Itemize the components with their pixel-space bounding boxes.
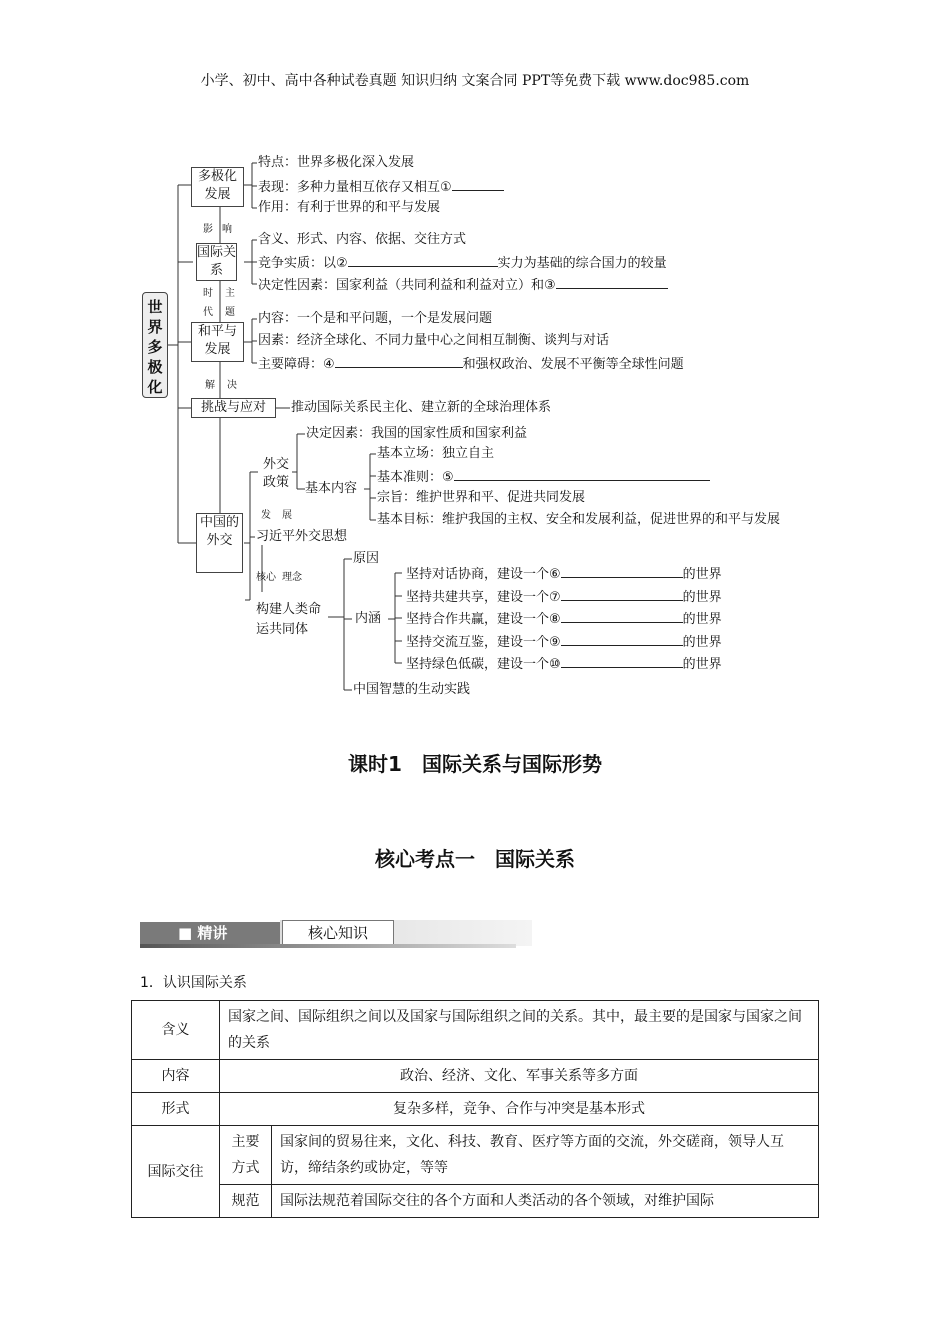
- node-challenge: 挑战与应对: [191, 398, 276, 418]
- basic-principle: 基本准则：⑤: [377, 468, 710, 486]
- banner-left: ■ 精讲: [140, 922, 280, 944]
- node-china-diplomacy: 中国的外交: [196, 513, 243, 573]
- table-cell: 内容: [132, 1060, 220, 1093]
- table-cell: 国家间的贸易往来，文化、科技、教育、医疗等方面的交流，外交磋商，领导人互访，缔结条约或协定，等等: [272, 1126, 819, 1185]
- node-community: 构建人类命运共同体: [256, 602, 322, 637]
- connotation-9: 坚持交流互鉴，建设一个⑨ 的世界: [406, 635, 722, 650]
- intl-essence: 竞争实质：以② 实力为基础的综合国力的较量: [258, 256, 667, 271]
- lesson-title: 课时1 国际关系与国际形势: [348, 752, 602, 776]
- banner-right: 核心知识: [282, 920, 394, 946]
- answer-blank-3[interactable]: [556, 276, 668, 289]
- answer-blank-4[interactable]: [335, 355, 463, 368]
- connotation-6: 坚持对话协商，建设一个⑥ 的世界: [406, 567, 722, 582]
- link-solve-1: 解: [205, 380, 215, 391]
- node-foreign-policy: 外交政策: [262, 457, 289, 490]
- connotation-8: 坚持合作共赢，建设一个⑧ 的世界: [406, 612, 722, 627]
- answer-blank-10[interactable]: [561, 655, 683, 668]
- section-heading: 1．认识国际关系: [140, 975, 247, 991]
- basic-stance: 基本立场：独立自主: [377, 446, 495, 461]
- answer-blank-8[interactable]: [561, 610, 683, 623]
- basic-purpose: 宗旨：维护世界和平、促进共同发展: [377, 490, 586, 505]
- link-core-1: 核心: [256, 572, 276, 583]
- link-theme-2: 代: [203, 307, 213, 318]
- table-cell: 形式: [132, 1093, 220, 1126]
- community-reason: 原因: [353, 551, 380, 566]
- connotation-10: 坚持绿色低碳，建设一个⑩ 的世界: [406, 657, 722, 672]
- link-core-2: 理念: [282, 572, 302, 583]
- basic-goal: 基本目标：维护我国的主权、安全和发展利益，促进世界的和平与发展: [377, 512, 781, 527]
- table-row: [132, 1001, 819, 1060]
- table-cell: 政治、经济、文化、军事关系等多方面: [220, 1060, 819, 1093]
- connotation-7: 坚持共建共享，建设一个⑦ 的世界: [406, 590, 722, 605]
- community-wisdom: 中国智慧的生动实践: [353, 682, 471, 697]
- answer-blank-2[interactable]: [348, 254, 498, 267]
- table-cell: 规范: [220, 1185, 272, 1218]
- point-title: 核心考点一 国际关系: [375, 847, 575, 871]
- answer-blank-9[interactable]: [561, 633, 683, 646]
- banner-right-bar: [280, 920, 532, 946]
- node-xi-thought: 习近平外交思想: [256, 529, 348, 544]
- node-peace-development: 和平与发展: [191, 322, 244, 362]
- link-influence-1: 影: [203, 224, 213, 235]
- answer-blank-5[interactable]: [454, 468, 710, 481]
- peace-obstacle: 主要障碍：④ 和强权政治、发展不平衡等全球性问题: [258, 357, 684, 372]
- node-intl-relations: 国际关系: [196, 243, 237, 281]
- multipolar-feature: 特点：世界多极化深入发展: [258, 155, 415, 170]
- link-theme-3: 主: [225, 288, 235, 299]
- banner-underline: [140, 944, 516, 948]
- table-cell: 国际法规范着国际交往的各个方面和人类活动的各个领域，对维护国际: [272, 1185, 819, 1218]
- table-cell: 主要方式: [220, 1126, 272, 1185]
- policy-decisive: 决定因素：我国的国家性质和国家利益: [306, 426, 528, 441]
- link-influence-2: 响: [222, 224, 232, 235]
- table-cell: 国际交往: [132, 1126, 220, 1218]
- link-theme-1: 时: [203, 288, 213, 299]
- community-connotation: 内涵: [355, 611, 382, 626]
- page-header: 小学、初中、高中各种试卷真题 知识归纳 文案合同 PPT等免费下载 www.doc985.com: [200, 73, 750, 89]
- link-solve-2: 决: [227, 380, 237, 391]
- peace-factors: 因素：经济全球化、不同力量中心之间相互制衡、谈判与对话: [258, 333, 610, 348]
- answer-blank-1[interactable]: [452, 178, 504, 191]
- answer-blank-6[interactable]: [561, 565, 683, 578]
- mindmap-root: 世界多极化: [142, 292, 168, 398]
- table-row: [132, 1060, 819, 1093]
- table-cell: 国家之间、国际组织之间以及国家与国际组织之间的关系。其中，最主要的是国家与国家之间的关系: [220, 1001, 819, 1060]
- peace-content: 内容：一个是和平问题，一个是发展问题: [258, 311, 493, 326]
- table-row: [132, 1185, 819, 1218]
- multipolar-effect: 作用：有利于世界的和平与发展: [258, 200, 441, 215]
- table-cell: 复杂多样，竞争、合作与冲突是基本形式: [220, 1093, 819, 1126]
- intl-relations-table: [131, 1000, 819, 1218]
- intl-meaning: 含义、形式、内容、依据、交往方式: [258, 232, 467, 247]
- multipolar-manifest: 表现：多种力量相互依存又相互①: [258, 178, 504, 196]
- link-develop-1: 发: [261, 510, 271, 521]
- intl-decisive: 决定性因素：国家利益（共同利益和利益对立）和③: [258, 276, 668, 294]
- node-multipolar: 多极化发展: [191, 167, 244, 207]
- link-theme-4: 题: [225, 307, 235, 318]
- table-row: [132, 1093, 819, 1126]
- node-basic-content: 基本内容: [305, 481, 358, 496]
- answer-blank-7[interactable]: [561, 588, 683, 601]
- link-develop-2: 展: [282, 510, 292, 521]
- table-row: [132, 1126, 819, 1185]
- challenge-response: 推动国际关系民主化、建立新的全球治理体系: [291, 400, 552, 415]
- section-banner: [140, 918, 516, 950]
- table-cell: 含义: [132, 1001, 220, 1060]
